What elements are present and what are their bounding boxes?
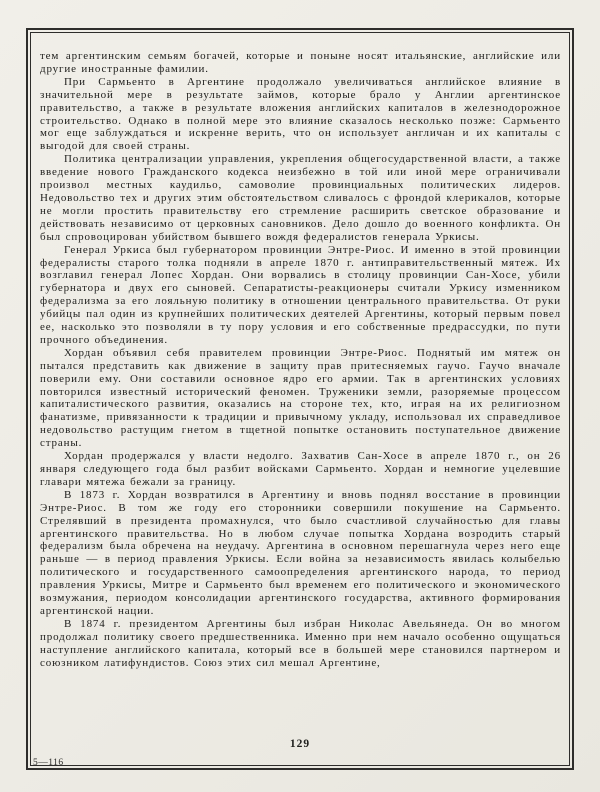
text-block xyxy=(40,50,561,670)
paragraph-4: Генерал Уркиса был губернатором провинции Энтре-Риос. И именно в этой провинции федералисты старого толка подняли в апреле 1870 г. антиправительственный мятеж. Их возглавил генерал Лопес Хордан. Они ворвались в столицу провинции Сан-Хосе, убили губернатора и двух его сыновей. Сепаратисты-реакционеры считали Уркису изменником федерализма за его лояльную политику в отношении центрального правительства. От руки убийцы пал один из крупнейших политических деятелей Аргентины, который первым повел ее, насколько это позволяли в ту пору условия и его собственные предрассудки, по пути прочного объединения. xyxy=(40,243,561,346)
paragraph-7: В 1873 г. Хордан возвратился в Аргентину и вновь поднял восстание в провинции Энтре-Риос. В том же году его сторонники совершили покушение на Сармьенто. Стрелявший в президента промахнулся, что было счастливой случайностью для главы аргентинского правительства. Но в любом случае попытка Хордана возродить старый федерализм была обречена на неудачу. Аргентина в основном перешагнула через него еще раньше — в период правления Уркисы. Если война за независимость явилась колыбелью политического и государственного самоопределения аргентинского народа, то период правления Уркисы, Митре и Сармьенто был временем его политического и экономического возмужания, периодом консолидации аргентинского государства, активного формирования аргентинской нации. xyxy=(40,488,561,617)
paragraph-8: В 1874 г. президентом Аргентины был избран Николас Авельянеда. Он во многом продолжал политику своего предшественника. Именно при нем начало особенно ощущаться наступление английского капитала, который все в большей мере становился партнером и союзником латифундистов. Союз этих сил мешал Аргентине, xyxy=(40,617,561,669)
signature-mark: 5—116 xyxy=(33,758,64,768)
paragraph-1: тем аргентинским семьям богачей, которые и поныне носят итальянские, английские или другие иностранные фамилии. xyxy=(40,50,561,75)
paragraph-5: Хордан объявил себя правителем провинции Энтре-Риос. Поднятый им мятеж он пытался представить как движение в защиту прав притесняемых гаучо. Гаучо вначале поверили ему. Они составили основное ядро его армии. Так в аргентинских условиях повторился известный исторический феномен. Труженики земли, разоряемые процессом капиталистического развития, оказались на стороне тех, кто, играя на их религиозном фанатизме, привязанности к традиции и привычному укладу, использовал их справедливое недовольство растущим гнетом в тщетной попытке остановить поступательное движение страны. xyxy=(40,346,561,450)
paragraph-3: Политика централизации управления, укрепления общегосударственной власти, а также введение нового Гражданского кодекса неизбежно в той или иной мере ограничивали произвол местных каудильо, самоволие провинциальных политических лидеров. Недовольство тех и других этим обстоятельством сливалось с фрондой клерикалов, которые не могли простить правительству его стремление расширить светское образование и действовать независимо от церковных сановников. Дело дошло до военного конфликта. Он был спровоцирован убийством бывшего вождя федералистов генерала Уркисы. xyxy=(40,153,561,243)
paragraph-6: Хордан продержался у власти недолго. Захватив Сан-Хосе в апреле 1870 г., он 26 января следующего года был разбит войсками Сармьенто. Хордан и немногие уцелевшие главари мятежа бежали за границу. xyxy=(40,450,561,488)
page-number: 129 xyxy=(289,738,311,750)
paragraph-2: При Сармьенто в Аргентине продолжало увеличиваться английское влияние в значительной мере в результате займов, которые брало у Англии аргентинское правительство, а также в результате вложения английских капиталов в железнодорожное строительство. Однако в полной мере это влияние сказалось несколько позже: Сармьенто мог еще заблуждаться и искренне верить, что он использует англичан и их капиталы с выгодой для своей страны. xyxy=(40,75,561,153)
